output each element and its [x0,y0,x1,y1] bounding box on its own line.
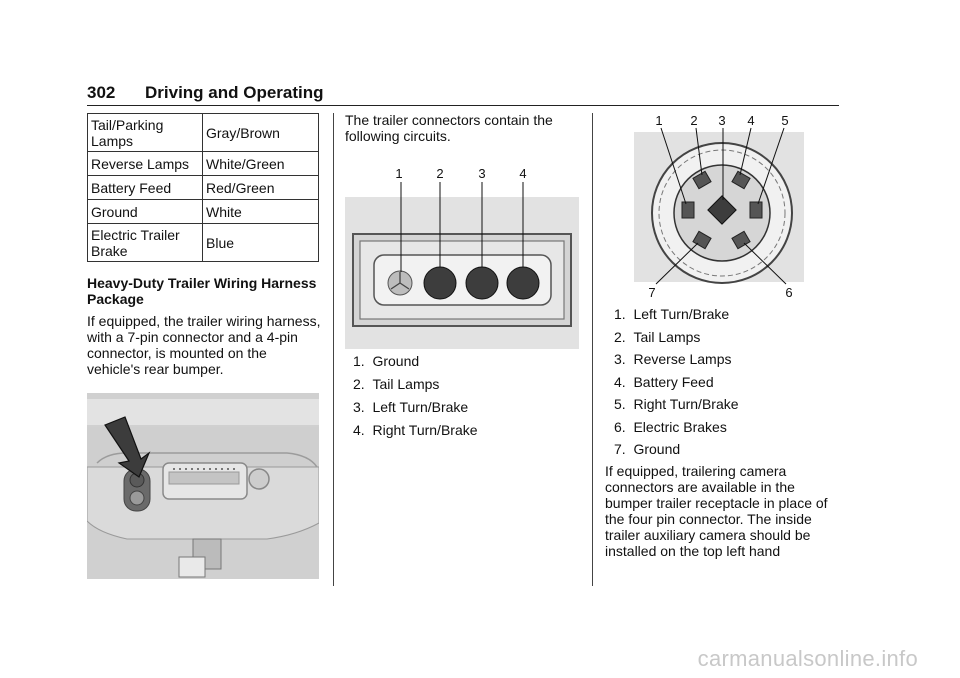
callout-label: 5 [781,113,789,128]
list-item: 4. Battery Feed [614,373,714,390]
circuit-cell: Tail/Parking Lamps [88,114,203,152]
four-pin-connector-diagram [345,164,579,349]
callout-label: 4 [519,166,527,181]
circuit-cell: Reverse Lamps [88,152,203,176]
wiring-color-table [87,113,319,262]
callout-label: 2 [690,113,698,128]
list-item: 5. Right Turn/Brake [614,396,739,412]
callout-label: 4 [747,113,755,128]
four-pin-list [353,350,478,442]
color-cell: White/Green [203,152,319,176]
list-item: 3. Left Turn/Brake [353,399,469,415]
camera-paragraph: If equipped, trailering camera connectors are available in the bumper trailer receptacle in place of the four pin connector. The inside trailer auxiliary camera should be installed on the top left hand [605,463,828,559]
color-cell: Blue [203,224,319,262]
callout-label: 3 [478,166,486,181]
seven-pin-connector-diagram [634,112,804,302]
list-item: 2. Tail Lamps [353,376,440,392]
bumper-connector-photo [87,393,319,579]
table-row [88,200,319,224]
callout-label: 7 [648,285,656,300]
list-item: 1. Ground [353,353,420,369]
color-cell: Red/Green [203,176,319,200]
list-item: 3. Reverse Lamps [614,351,732,367]
connectors-intro: The trailer connectors contain the following circuits. [345,112,553,144]
callout-label: 3 [718,113,726,128]
page-header [87,83,839,106]
column-divider [333,113,334,586]
color-cell: Gray/Brown [203,114,319,152]
table-row [88,114,319,152]
list-item: 7. Ground [614,441,681,457]
circuit-cell: Ground [88,200,203,224]
color-cell: White [203,200,319,224]
callout-label: 1 [395,166,403,181]
table-row [88,152,319,176]
list-item: 4. Right Turn/Brake [353,422,478,438]
table-row [88,224,319,262]
list-item: 2. Tail Lamps [614,328,701,345]
section-title: Driving and Operating [145,83,324,102]
watermark: carmanualsonline.info [697,646,918,671]
wiring-table-wrap [87,113,319,262]
list-item: 1. Left Turn/Brake [614,306,730,322]
seven-pin-list [614,303,739,461]
circuit-cell: Battery Feed [88,176,203,200]
callout-label: 6 [785,285,793,300]
table-row [88,176,319,200]
callout-label: 2 [436,166,444,181]
page-number: 302 [87,83,116,102]
callout-label: 1 [655,113,663,128]
list-item: 6. Electric Brakes [614,418,727,435]
circuit-cell: Electric Trailer Brake [88,224,203,262]
heavy-duty-heading: Heavy-Duty Trailer Wiring Harness Package [87,275,317,307]
column-divider [592,113,593,586]
heavy-duty-paragraph: If equipped, the trailer wiring harness, with a 7-pin connector and a 4-pin connector, is mounted on the vehicle's rear bumper. [87,313,321,377]
